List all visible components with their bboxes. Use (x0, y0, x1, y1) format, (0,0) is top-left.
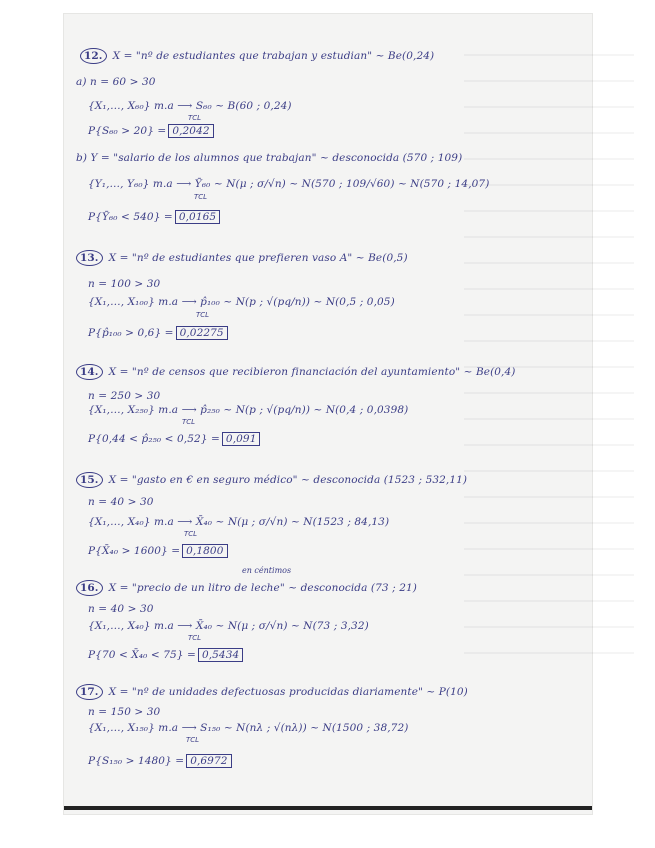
probability-expression: P{70 < X̄₄₀ < 75} = (88, 649, 196, 661)
probability-result (88, 210, 220, 224)
probability-expression: P{Ȳ₆₀ < 540} = (88, 211, 173, 223)
sampling-distribution: {X₁,…, X₆₀} m.a ⟶ S₆₀ ~ B(60 ; 0,24) (88, 100, 292, 112)
probability-expression: P{0,44 < p̂₂₅₀ < 0,52} = (88, 433, 220, 445)
probability-expression: P{p̂₁₀₀ > 0,6} = (88, 327, 174, 339)
probability-result (88, 544, 228, 558)
boxed-answer: 0,2042 (168, 124, 213, 138)
problem-number: 12. (80, 48, 107, 64)
tcl-label: TCL (186, 736, 200, 744)
probability-result (88, 648, 243, 662)
sampling-distribution: {Y₁,…, Y₆₀} m.a ⟶ Ȳ₆₀ ~ N(μ ; σ/√n) ~ N(570 ; 109/√60) ~ N(570 ; 14,07) (88, 178, 490, 190)
variable-definition: X = "nº de estudiantes que prefieren vaso A" ~ Be(0,5) (108, 252, 408, 264)
sampling-distribution: {X₁,…, X₄₀} m.a ⟶ X̄₄₀ ~ N(μ ; σ/√n) ~ N(1523 ; 84,13) (88, 516, 390, 528)
annotation-note: en céntimos (242, 566, 292, 575)
show-through-bleed (464, 54, 634, 654)
tcl-label: TCL (188, 114, 202, 122)
boxed-answer: 0,091 (222, 432, 261, 446)
boxed-answer: 0,1800 (182, 544, 227, 558)
variable-definition: X = "nº de censos que recibieron financiación del ayuntamiento" ~ Be(0,4) (108, 366, 516, 378)
sample-size: n = 40 > 30 (88, 496, 154, 508)
tcl-label: TCL (182, 418, 196, 426)
problem-17-heading (76, 684, 468, 700)
sample-size: a) n = 60 > 30 (76, 76, 156, 88)
probability-result (88, 754, 232, 768)
problem-number: 14. (76, 364, 103, 380)
variable-definition: X = "gasto en € en seguro médico" ~ desconocida (1523 ; 532,11) (108, 474, 468, 486)
probability-expression: P{S₁₅₀ > 1480} = (88, 755, 185, 767)
sample-size: n = 40 > 30 (88, 603, 154, 615)
probability-result (88, 432, 260, 446)
scan-edge-bar (64, 806, 592, 810)
probability-result (88, 124, 214, 138)
probability-result (88, 326, 228, 340)
sampling-distribution: {X₁,…, X₄₀} m.a ⟶ X̄₄₀ ~ N(μ ; σ/√n) ~ N(73 ; 3,32) (88, 620, 369, 632)
variable-definition: X = "nº de estudiantes que trabajan y estudian" ~ Be(0,24) (112, 50, 435, 62)
part-b-definition: b) Y = "salario de los alumnos que trabajan" ~ desconocida (570 ; 109) (76, 152, 463, 164)
problem-14-heading (76, 364, 515, 380)
boxed-answer: 0,5434 (198, 648, 243, 662)
problem-12-heading (80, 48, 434, 64)
probability-expression: P{S₆₀ > 20} = (88, 125, 167, 137)
problem-number: 15. (76, 472, 103, 488)
tcl-label: TCL (188, 634, 202, 642)
variable-definition: X = "nº de unidades defectuosas producidas diariamente" ~ P(10) (108, 686, 468, 698)
problem-16-heading (76, 580, 417, 596)
sampling-distribution: {X₁,…, X₁₀₀} m.a ⟶ p̂₁₀₀ ~ N(p ; √(pq/n)) ~ N(0,5 ; 0,05) (88, 296, 395, 308)
sample-size: n = 150 > 30 (88, 706, 161, 718)
tcl-label: TCL (196, 311, 210, 319)
sample-size: n = 100 > 30 (88, 278, 161, 290)
probability-expression: P{X̄₄₀ > 1600} = (88, 545, 181, 557)
tcl-label: TCL (184, 530, 198, 538)
problem-number: 13. (76, 250, 103, 266)
sample-size: n = 250 > 30 (88, 390, 161, 402)
variable-definition: X = "precio de un litro de leche" ~ desconocida (73 ; 21) (108, 582, 417, 594)
boxed-answer: 0,02275 (176, 326, 228, 340)
problem-13-heading (76, 250, 408, 266)
boxed-answer: 0,0165 (175, 210, 220, 224)
boxed-answer: 0,6972 (186, 754, 231, 768)
problem-number: 16. (76, 580, 103, 596)
tcl-label: TCL (194, 193, 208, 201)
sampling-distribution: {X₁,…, X₁₅₀} m.a ⟶ S₁₅₀ ~ N(nλ ; √(nλ)) ~ N(1500 ; 38,72) (88, 722, 409, 734)
problem-15-heading (76, 472, 467, 488)
problem-number: 17. (76, 684, 103, 700)
sampling-distribution: {X₁,…, X₂₅₀} m.a ⟶ p̂₂₅₀ ~ N(p ; √(pq/n)) ~ N(0,4 ; 0,0398) (88, 404, 409, 416)
